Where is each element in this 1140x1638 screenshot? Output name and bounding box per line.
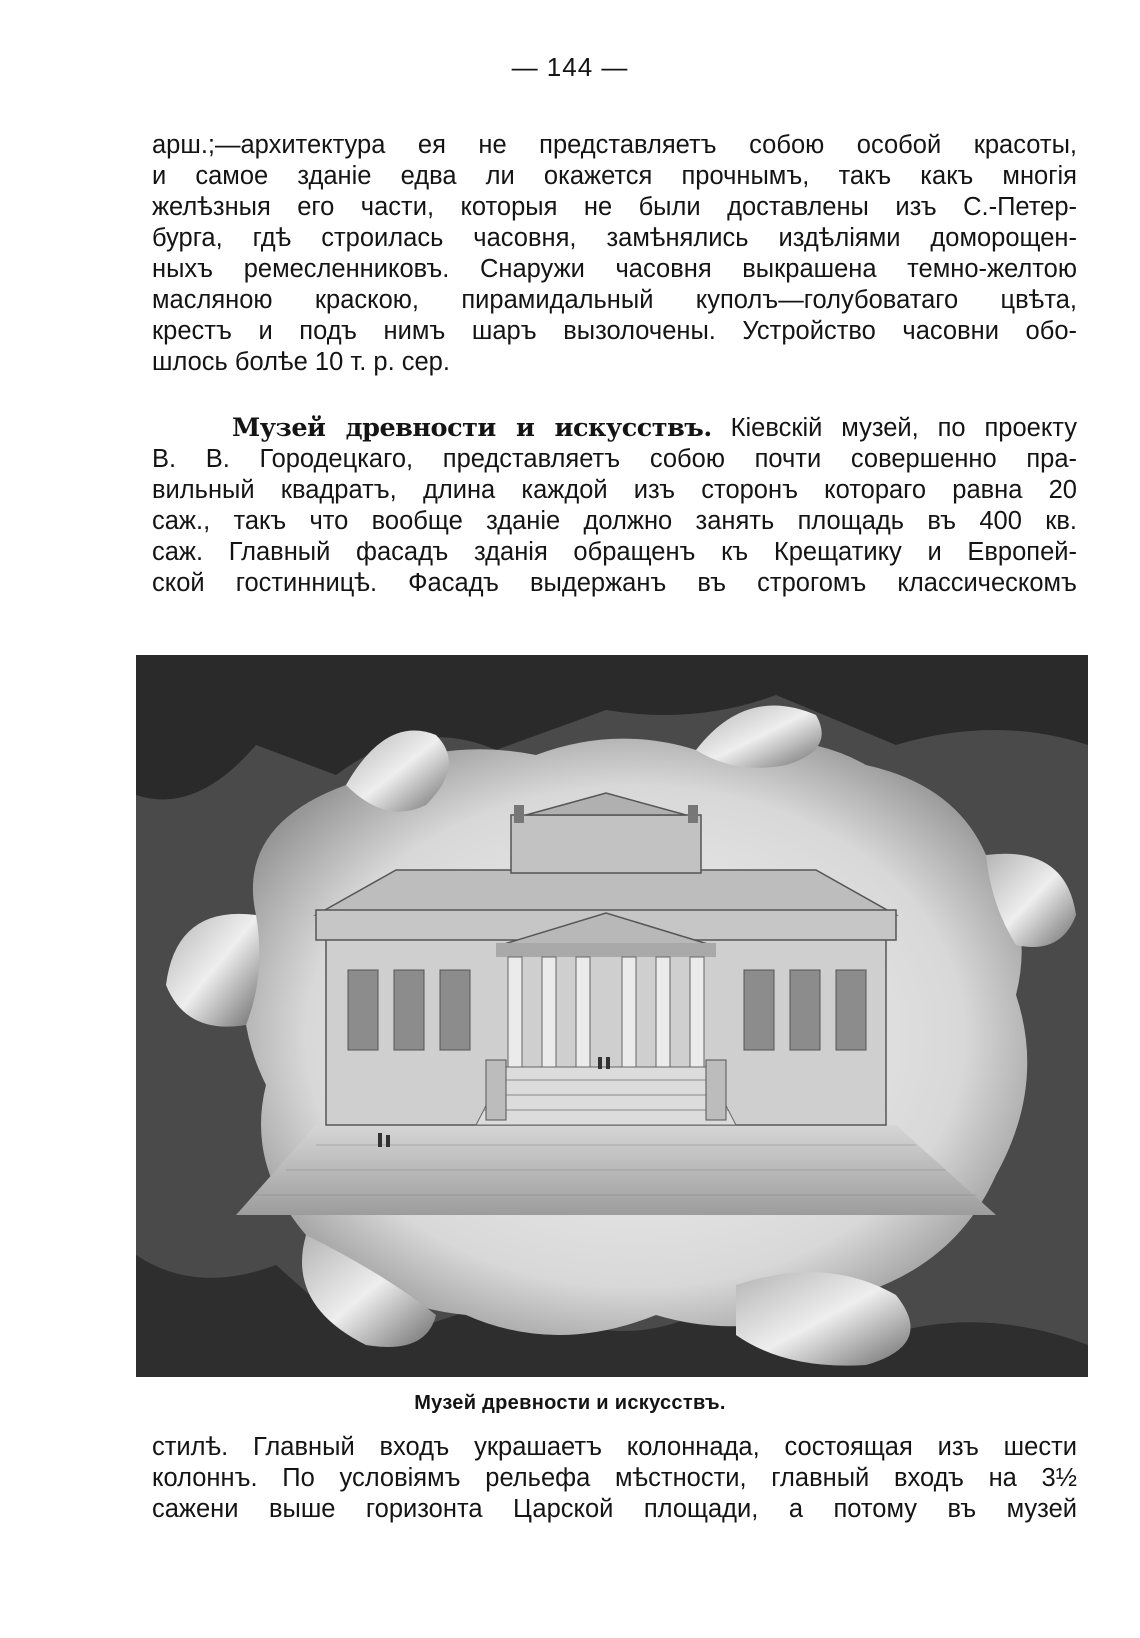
text-line: желѣзныя его части, которыя не были доставлены изъ С.-Петер- xyxy=(152,193,1077,221)
section-heading: Музей древности и искусствъ. xyxy=(232,413,712,443)
text-line: саж. Главный фасадъ зданія обращенъ къ Крещатику и Европей- xyxy=(152,538,1077,566)
paragraph-1 xyxy=(152,130,1077,378)
text-line: бурга, гдѣ строилась часовня, замѣнялись издѣліями доморощен- xyxy=(152,224,1077,252)
text-line: крестъ и подъ нимъ шаръ вызолочены. Устройство часовни обо- xyxy=(152,317,1077,345)
text-line: вильный квадратъ, длина каждой изъ сторонъ котораго равна 20 xyxy=(152,476,1077,504)
paragraph-3 xyxy=(152,1432,1077,1525)
museum-illustration xyxy=(136,655,1088,1377)
text-line: шлось болѣе 10 т. р. сер. xyxy=(152,348,450,376)
text-line xyxy=(152,413,1077,444)
figure-caption: Музей древности и искусствъ. xyxy=(414,1392,726,1414)
text-line-rest: Кіевскій музей, по проекту xyxy=(711,414,1077,442)
text-line: В. В. Городецкаго, представляетъ собою почти совершенно пра- xyxy=(152,445,1077,473)
text-line: стилѣ. Главный входъ украшаетъ колоннада, состоящая изъ шести xyxy=(152,1433,1077,1461)
text-line: сажени выше горизонта Царской площади, а потому въ музей xyxy=(152,1495,1077,1523)
text-line: арш.;—архитектура ея не представляетъ собою особой красоты, xyxy=(152,131,1077,159)
text-line: ской гостинницѣ. Фасадъ выдержанъ въ строгомъ классическомъ xyxy=(152,569,1077,597)
page-number: — 144 — xyxy=(511,52,629,82)
text-line: и самое зданіе едва ли окажется прочнымъ, такъ какъ многія xyxy=(152,162,1077,190)
paragraph-2 xyxy=(152,413,1077,599)
text-line: колоннъ. По условіямъ рельефа мѣстности, главный входъ на 3½ xyxy=(152,1464,1077,1492)
text-line: ныхъ ремесленниковъ. Снаружи часовня выкрашена темно-желтою xyxy=(152,255,1077,283)
text-line: масляною краскою, пирамидальный куполъ—голубоватаго цвѣта, xyxy=(152,286,1077,314)
text-line: саж., такъ что вообще зданіе должно занять площадь въ 400 кв. xyxy=(152,507,1077,535)
